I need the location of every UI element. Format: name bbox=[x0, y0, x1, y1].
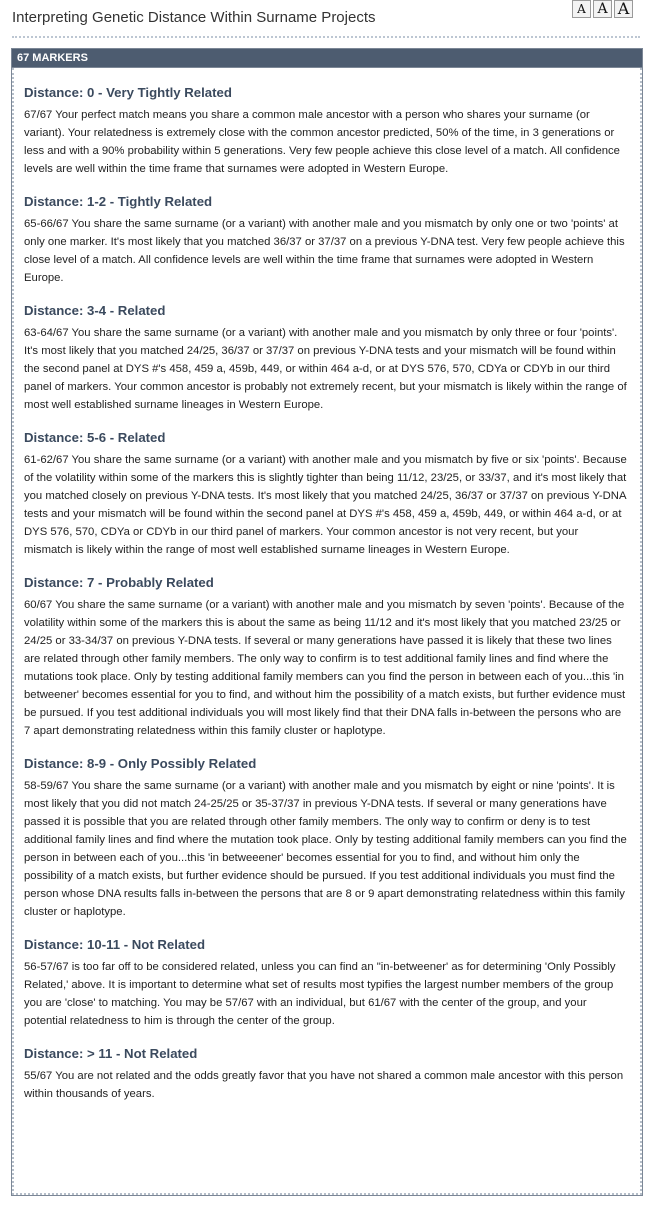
markers-panel bbox=[11, 48, 643, 1196]
page-header bbox=[0, 0, 655, 40]
font-size-small-button[interactable]: A bbox=[572, 0, 591, 18]
section-heading: Distance: > 11 - Not Related bbox=[24, 1046, 198, 1061]
section-text: 55/67 You are not related and the odds greatly favor that you have not shared a common male ancestor with this person within thousands of years. bbox=[24, 1070, 624, 1100]
distance-section-0 bbox=[24, 85, 628, 178]
font-size-large-button[interactable]: A bbox=[614, 0, 633, 18]
distance-section-10-11 bbox=[24, 937, 628, 1030]
panel-body bbox=[12, 68, 642, 1195]
section-heading: Distance: 8-9 - Only Possibly Related bbox=[24, 756, 257, 771]
section-text: 61-62/67 You share the same surname (or a variant) with another male and you mismatch by five or six 'points'. Because of the volatility within some of the markers this is slightly tighter than being 11/12, 23/25, or 33/37, and it's most likely that you matched closely on previous Y-DNA tests. It's most likely that you matched 24/25, 36/37 or 37/37 on previous Y-DNA tests and your mismatch will be found within the second panel at DYS #'s 458, 459 a, 459b, 449, or within 464 a-d, or at DYS 576, 570, CDYa or CDYb in our third panel of markers. Your common ancestor is not very recent, but your mismatch is likely within the range of most well established surname lineages in Western Europe. bbox=[24, 454, 627, 556]
section-text: 63-64/67 You share the same surname (or a variant) with another male and you mismatch by only three or four 'points'. It's most likely that you matched 24/25, 36/37 or 37/37 on previous Y-DNA tests and your mismatch will be found within the second panel at DYS #'s 458, 459 a, 459b, 449, or within 464 a-d, or at DYS 576, 570, CDYa or CDYb in our third panel of markers. Your common ancestor is probably not extremely recent, but your mismatch is likely within the range of most well established surname lineages in Western Europe. bbox=[24, 327, 627, 411]
section-text: 67/67 Your perfect match means you share a common male ancestor with a person who shares your surname (or variant). Your relatedness is extremely close with the common ancestor predicted, 50% of the time, in 3 generations or less and with a 90% probability within 5 generations. Very few people achieve this close level of a match. All confidence levels are well within the time frame that surnames were adopted in Western Europe. bbox=[24, 109, 620, 175]
distance-section-over-11 bbox=[24, 1046, 628, 1103]
section-text: 56-57/67 is too far off to be considered related, unless you can find an "in-betweener' as for determining 'Only Possibly Related,' above. It is important to determine what set of results most typifies the largest number members of the group you are 'close' to matching. You may be 57/67 with an individual, but 61/67 with the center of the group, and your potential relatedness to him is through the center of the group. bbox=[24, 961, 616, 1027]
distance-section-5-6 bbox=[24, 430, 628, 559]
panel-header: 67 MARKERS bbox=[12, 49, 642, 68]
title-divider bbox=[12, 36, 640, 38]
section-text: 60/67 You share the same surname (or a variant) with another male and you mismatch by seven 'points'. Because of the volatility within some of the markers this is about the same as being 11/12 and it's most likely that you matched 23/25 or 24/25 or 33-34/37 on previous Y-DNA tests. If several or many generations have passed it is likely that these two lines are related through other family members. The only way to confirm is to test additional family lines and find where the mutations took place. Only by testing additional family members can you find the person in between each of you...this 'in betweener' becomes essential for you to find, and without him the possibility of a match exists, but further evidence must be pursued. If you test additional individuals you will most likely find that their DNA falls in-between the persons who are 7 apart demonstrating relatedness within this family cluster or haplotype. bbox=[24, 599, 626, 737]
font-size-medium-button[interactable]: A bbox=[593, 0, 612, 18]
section-text: 58-59/67 You share the same surname (or a variant) with another male and you mismatch by eight or nine 'points'. It is most likely that you did not match 24-25/25 or 35-37/37 in previous Y-DNA tests. If several or many generations have passed it is possible that you are related through other family members. The only way to confirm or deny is to test additional family lines and find where the mutation took place. Only by testing additional family members can you find the person in between each of you...this 'in betweeener' becomes essential for you to find, and without him only the possibility of a match exists, but further evidence should be pursued. If you test additional individuals you must find the person whose DNA results falls in-between the persons that are 8 or 9 apart demonstrating relatedness within this family cluster or haplotype. bbox=[24, 780, 627, 918]
distance-section-8-9 bbox=[24, 756, 628, 921]
section-heading: Distance: 7 - Probably Related bbox=[24, 575, 214, 590]
section-heading: Distance: 5-6 - Related bbox=[24, 430, 166, 445]
distance-section-7 bbox=[24, 575, 628, 740]
section-text: 65-66/67 You share the same surname (or a variant) with another male and you mismatch by only one or two 'points' at only one marker. It's most likely that you matched 36/37 or 37/37 on a previous Y-DNA test. Very few people achieve this close level of a match. All confidence levels are well within the time frame that surnames were adopted in Western Europe. bbox=[24, 218, 625, 284]
distance-section-1-2 bbox=[24, 194, 628, 287]
section-heading: Distance: 1-2 - Tightly Related bbox=[24, 194, 213, 209]
section-heading: Distance: 10-11 - Not Related bbox=[24, 937, 206, 952]
section-heading: Distance: 3-4 - Related bbox=[24, 303, 166, 318]
font-size-controls bbox=[572, 0, 633, 18]
page-title: Interpreting Genetic Distance Within Surname Projects bbox=[12, 9, 376, 26]
distance-section-3-4 bbox=[24, 303, 628, 414]
section-heading: Distance: 0 - Very Tightly Related bbox=[24, 85, 232, 100]
